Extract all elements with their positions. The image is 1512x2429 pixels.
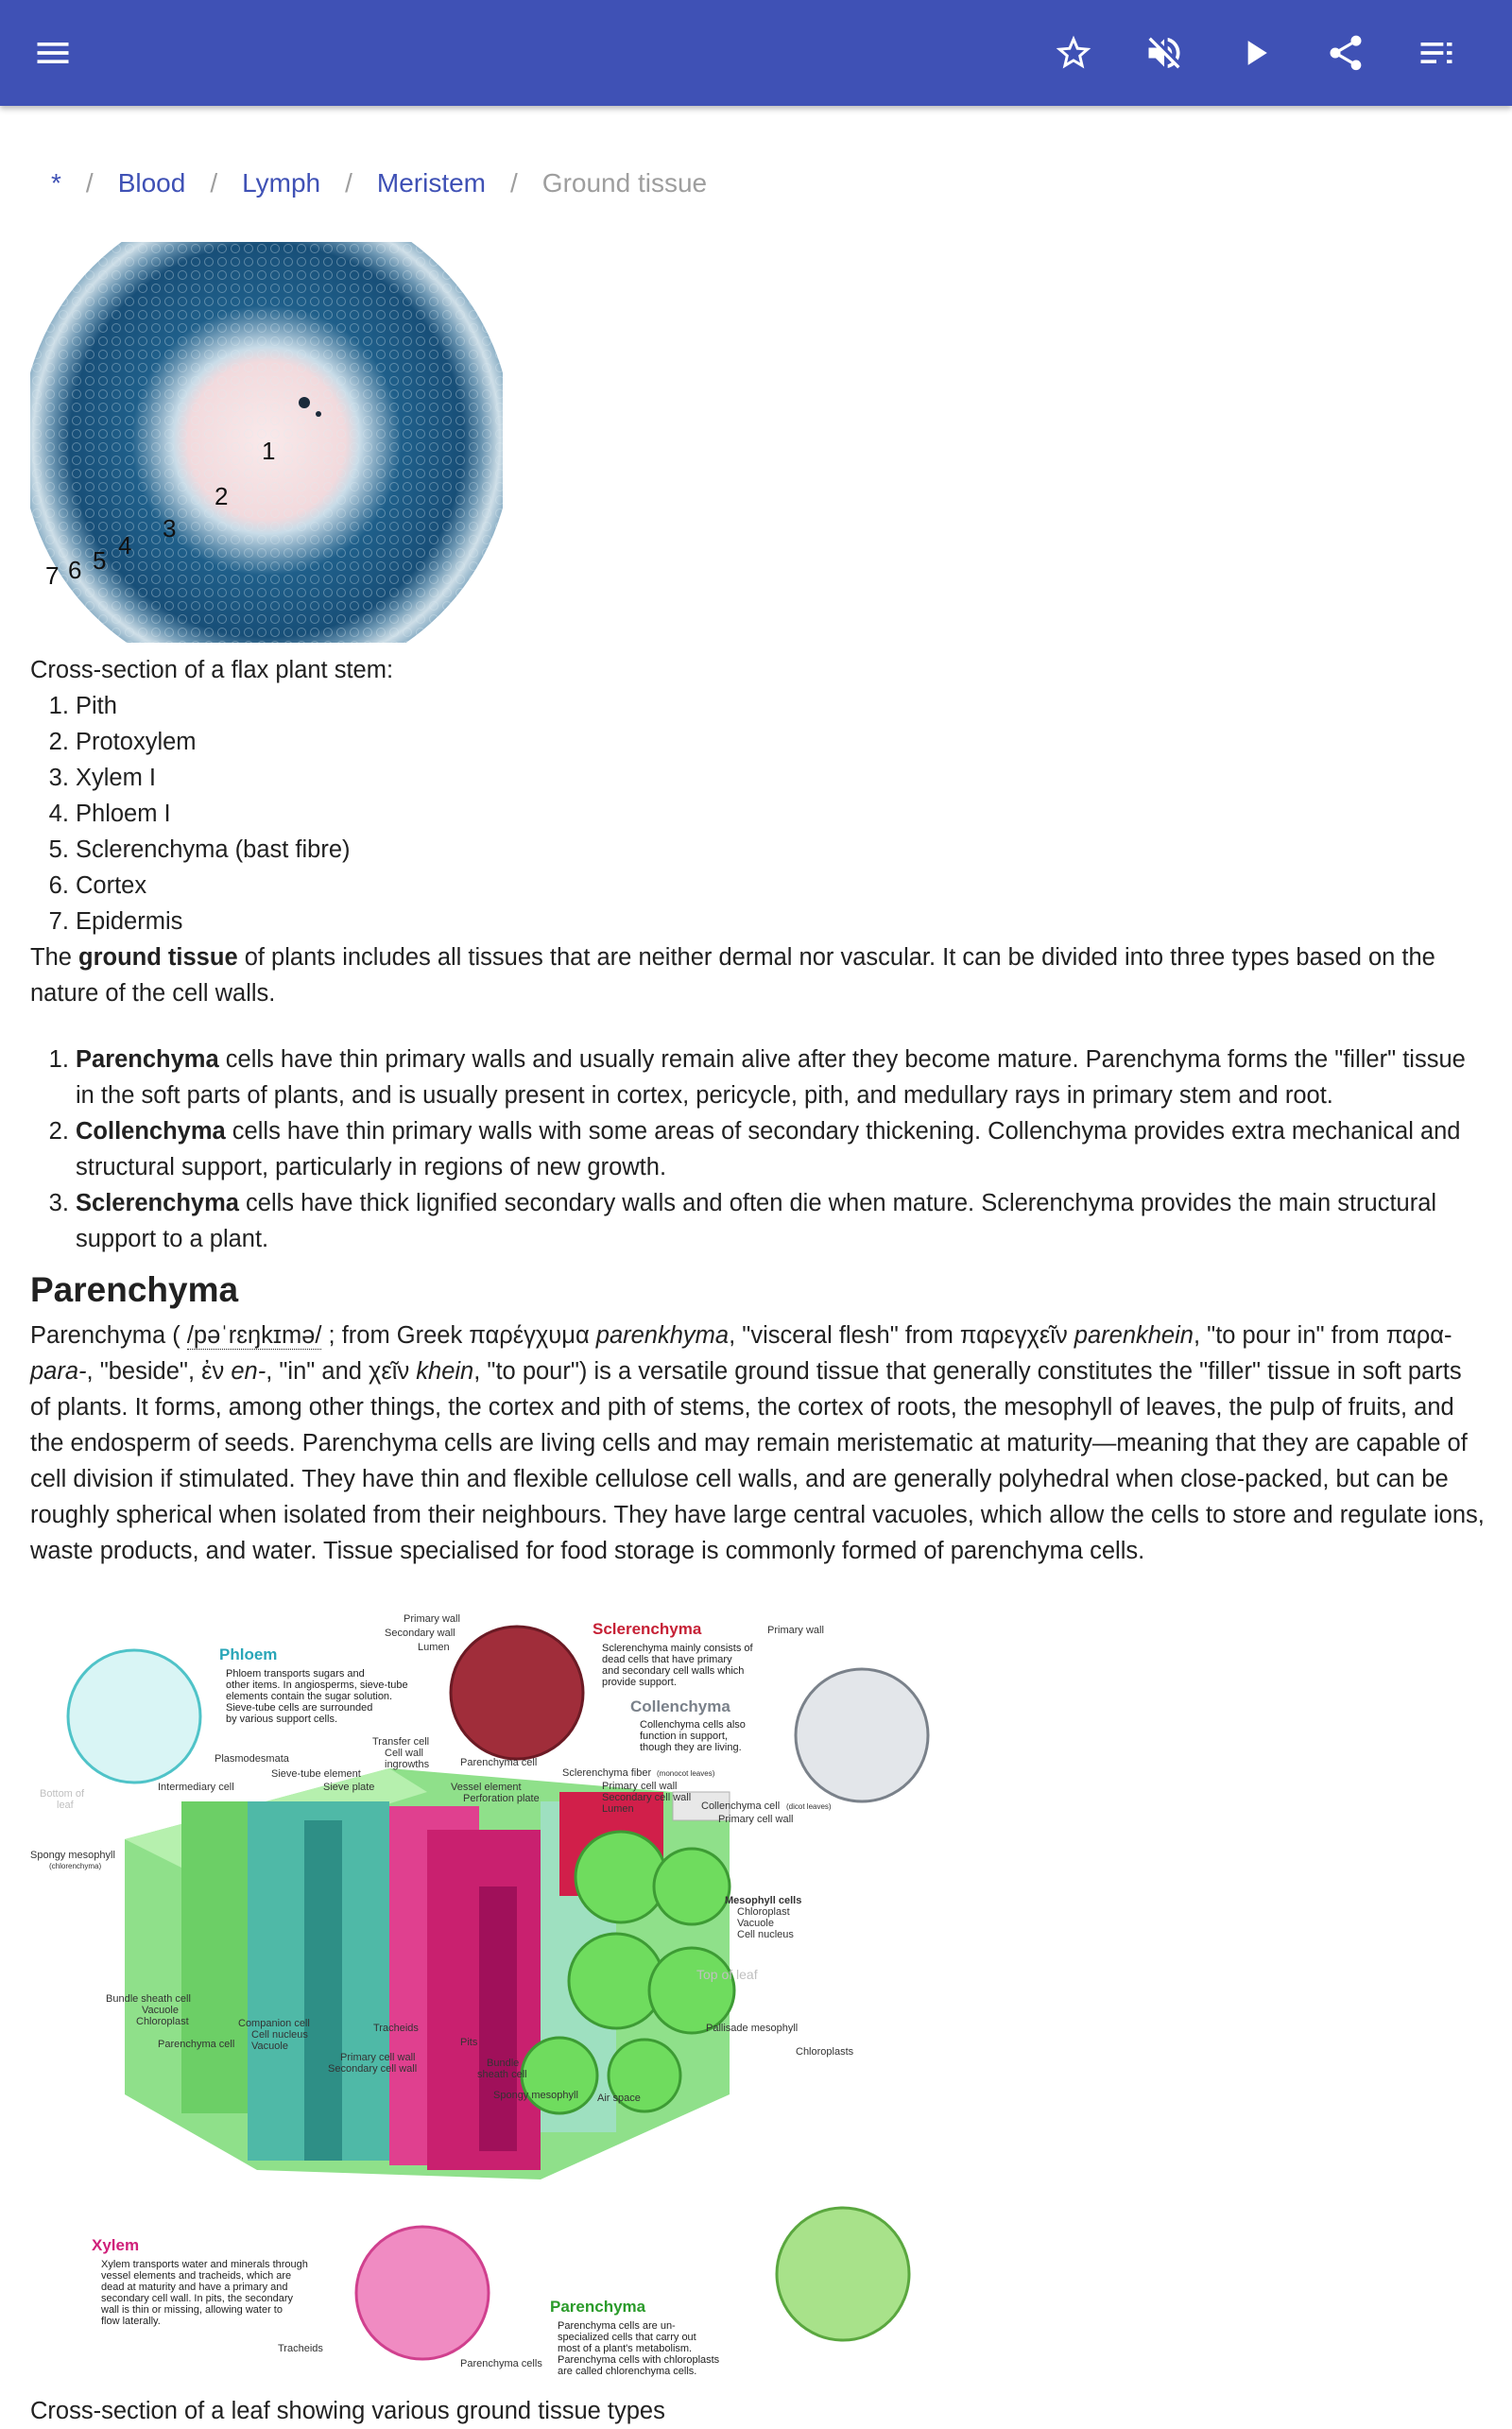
diagram-label: Perforation plate — [463, 1793, 540, 1804]
parenchyma-desc: Parenchyma cells are un- — [558, 2320, 676, 2332]
para-text: , "in" and χεῖν — [266, 1358, 417, 1385]
stem-parts-list — [30, 688, 1486, 939]
diagram-label: Pallisade mesophyll — [706, 2023, 799, 2034]
app-bar — [0, 0, 1512, 106]
diagram-label: Bundle — [487, 2058, 520, 2069]
para-text: , "to pour") is a versatile ground tissue that generally constitutes the "filler" tissue in soft parts of plants. It forms, among other things, the cortex and pith of stems, the cortex of roots, the mesophyll of leaves, the pulp of fruits, and the endosperm of seeds. Parenchyma cells are living cells and may remain meristematic at maturity—meaning that they are capable of cell division if stimulated. They have thin and flexible cellulose cell walls, and are generally polyhedral when close-packed, but can be roughly spherical when isolated from their neighbours. They have large central vacuoles, which allow the cells to store and regulate ions, waste products, and water. Tissue specialised for food storage is commonly formed of parenchyma cells. — [30, 1358, 1485, 1564]
play-icon — [1234, 32, 1276, 74]
parenchyma-paragraph — [30, 1318, 1486, 1569]
diagram-label: Lumen — [602, 1803, 634, 1815]
diagram-label: Secondary cell wall — [328, 2063, 418, 2075]
diagram-label: Primary wall — [767, 1625, 824, 1636]
stem-label-6: 6 — [68, 556, 82, 584]
para-italic: para- — [30, 1358, 87, 1385]
collenchyma-desc: function in support, — [640, 1731, 728, 1742]
xylem-desc: Xylem transports water and minerals through — [101, 2259, 308, 2270]
collenchyma-desc: Collenchyma cells also — [640, 1719, 746, 1731]
type-name: Sclerenchyma — [76, 1190, 239, 1216]
diagram-label: leaf — [57, 1800, 74, 1811]
diagram-label: Vessel element — [451, 1782, 522, 1793]
stem-label-1: 1 — [262, 437, 276, 465]
type-text: cells have thick lignified secondary walls and often die when mature. Sclerenchyma provides the main structural support to a plant. — [76, 1190, 1437, 1252]
para-italic: parenkhyma — [595, 1322, 730, 1349]
share-icon — [1325, 32, 1366, 74]
breadcrumb-separator: / — [510, 168, 518, 198]
collenchyma-desc: though they are living. — [640, 1742, 742, 1753]
diagram-label: Air space — [597, 2093, 641, 2104]
phloem-desc: other items. In angiosperms, sieve-tube — [226, 1680, 408, 1691]
breadcrumb-blood[interactable]: Blood — [117, 168, 186, 198]
para-text: ; from Greek παρέγχυμα — [321, 1322, 596, 1349]
breadcrumb — [51, 168, 707, 198]
list-item: 1. Pith — [76, 688, 1486, 724]
diagram-label: Pits — [460, 2037, 478, 2048]
sclerenchyma-title: Sclerenchyma — [593, 1620, 702, 1638]
diagram-label: Cell nucleus — [251, 2029, 308, 2041]
playlist-icon — [1416, 32, 1457, 74]
parenchyma-title: Parenchyma — [550, 2298, 646, 2316]
sclerenchyma-desc: and secondary cell walls which — [602, 1665, 745, 1677]
diagram-label: Plasmodesmata — [215, 1753, 289, 1765]
diagram-label: Primary cell wall — [602, 1781, 678, 1792]
phloem-title: Phloem — [219, 1645, 278, 1663]
diagram-label: Spongy mesophyll — [493, 2090, 578, 2101]
ipa-pronunciation[interactable]: /pəˈrɛŋkɪmə/ — [186, 1322, 322, 1349]
mute-button[interactable] — [1134, 23, 1194, 83]
play-button[interactable] — [1225, 23, 1285, 83]
list-item: 5. Sclerenchyma (bast fibre) — [76, 832, 1486, 868]
diagram-label: Secondary wall — [385, 1628, 455, 1639]
list-item: 2. Protoxylem — [76, 724, 1486, 760]
diagram-label: Parenchyma cell — [460, 1757, 538, 1768]
para-text: , "to pour in" from παρα- — [1193, 1322, 1452, 1349]
diagram-label: Vacuole — [142, 2005, 179, 2016]
diagram-label: Top of leaf — [696, 1967, 758, 1982]
para-text: , "visceral flesh" from παρεγχεῖν — [729, 1322, 1074, 1349]
diagram-label: Parenchyma cell — [158, 2039, 235, 2050]
diagram-label: Lumen — [418, 1642, 450, 1653]
volume-off-icon — [1143, 32, 1185, 74]
section-heading: Parenchyma — [30, 1270, 239, 1309]
parenchyma-desc: Parenchyma cells with chloroplasts — [558, 2354, 720, 2366]
diagram-label: Chloroplasts — [796, 2046, 854, 2058]
diagram-label: Parenchyma cells — [460, 2358, 542, 2369]
breadcrumb-separator: / — [210, 168, 218, 198]
diagram-label: Bottom of — [40, 1788, 85, 1800]
diagram-label: (dicot leaves) — [786, 1802, 832, 1811]
intro-text: The — [30, 944, 79, 971]
list-item — [76, 1113, 1486, 1185]
stem-label-5: 5 — [93, 546, 107, 575]
favorite-button[interactable] — [1043, 23, 1104, 83]
menu-button[interactable] — [23, 23, 83, 83]
diagram-label: Chloroplast — [737, 1906, 790, 1918]
diagram-label: Intermediary cell — [158, 1782, 234, 1793]
playlist-button[interactable] — [1406, 23, 1467, 83]
para-text: Parenchyma ( — [30, 1322, 187, 1349]
intro-bold: ground tissue — [78, 944, 238, 971]
xylem-desc: flow laterally. — [101, 2316, 161, 2327]
diagram-label: Bundle sheath cell — [106, 1993, 191, 2005]
type-text: cells have thin primary walls with some areas of secondary thickening. Collenchyma provides extra mechanical and structural support, particularly in regions of new growth. — [76, 1118, 1461, 1180]
stem-label-7: 7 — [45, 561, 60, 590]
parenchyma-desc: most of a plant's metabolism. — [558, 2343, 693, 2354]
diagram-label: Companion cell — [238, 2018, 310, 2029]
phloem-desc: by various support cells. — [226, 1714, 337, 1725]
intro-paragraph — [30, 939, 1486, 1011]
figure2-caption: Cross-section of a leaf showing various ground tissue types — [30, 2398, 665, 2424]
intro-text: of plants includes all tissues that are neither dermal nor vascular. It can be divided into three types based on the nature of the cell walls. — [30, 944, 1435, 1007]
xylem-title: Xylem — [92, 2236, 140, 2254]
diagram-label: Chloroplast — [136, 2016, 189, 2027]
type-name: Collenchyma — [76, 1118, 226, 1145]
diagram-label: Vacuole — [251, 2041, 288, 2052]
diagram-label: Tracheids — [373, 2023, 419, 2034]
diagram-label: sheath cell — [477, 2069, 527, 2080]
star-outline-icon — [1053, 32, 1094, 74]
diagram-label: Sclerenchyma fiber — [562, 1767, 652, 1779]
diagram-label: Collenchyma cell — [701, 1800, 781, 1812]
tissue-types-list — [30, 1042, 1486, 1257]
type-text: cells have thin primary walls and usually remain alive after they become mature. Parenchyma forms the "filler" tissue in the soft parts of plants, and is usually present in cortex, pericycle, pith, and medullary rays in primary stem and root. — [76, 1046, 1466, 1109]
phloem-desc: elements contain the sugar solution. — [226, 1691, 393, 1702]
sclerenchyma-desc: Sclerenchyma mainly consists of — [602, 1643, 753, 1654]
list-item: 7. Epidermis — [76, 904, 1486, 939]
list-item — [76, 1042, 1486, 1113]
parenchyma-desc: are called chlorenchyma cells. — [558, 2366, 697, 2377]
breadcrumb-separator: / — [85, 168, 94, 198]
xylem-desc: wall is thin or missing, allowing water to — [101, 2304, 283, 2316]
para-italic: parenkhein — [1074, 1322, 1194, 1349]
share-button[interactable] — [1315, 23, 1376, 83]
leaf-tissue-diagram[interactable] — [30, 1603, 1164, 2387]
figure-caption: Cross-section of a flax plant stem: — [30, 657, 394, 683]
sclerenchyma-desc: dead cells that have primary — [602, 1654, 732, 1665]
stem-label-2: 2 — [215, 482, 229, 510]
type-name: Parenchyma — [76, 1046, 219, 1073]
diagram-label: Primary wall — [404, 1613, 460, 1625]
parenchyma-desc: specialized cells that carry out — [558, 2332, 696, 2343]
breadcrumb-current: Ground tissue — [541, 168, 708, 198]
para-italic: khein — [416, 1358, 474, 1385]
para-italic: en- — [231, 1358, 266, 1385]
diagram-label: Cell wall — [385, 1748, 423, 1759]
phloem-desc: Phloem transports sugars and — [226, 1668, 365, 1680]
phloem-desc: Sieve-tube cells are surrounded — [226, 1702, 373, 1714]
list-item — [76, 1185, 1486, 1257]
diagram-label: (chlorenchyma) — [49, 1862, 102, 1870]
article-content — [30, 242, 1486, 2429]
diagram-label: ingrowths — [385, 1759, 430, 1770]
stem-label-4: 4 — [118, 531, 132, 560]
diagram-label: Primary cell wall — [340, 2052, 416, 2063]
diagram-label: Secondary cell wall — [602, 1792, 692, 1803]
flax-stem-image[interactable] — [30, 242, 503, 643]
list-item: 4. Phloem I — [76, 796, 1486, 832]
para-text: , "beside", ἐν — [86, 1358, 232, 1385]
breadcrumb-lymph[interactable]: Lymph — [242, 168, 321, 198]
sclerenchyma-desc: provide support. — [602, 1677, 677, 1688]
diagram-label: Mesophyll cells — [725, 1895, 802, 1906]
diagram-label: Sieve-tube element — [271, 1768, 361, 1780]
xylem-desc: vessel elements and tracheids, which are — [101, 2270, 292, 2282]
list-item: 6. Cortex — [76, 868, 1486, 904]
diagram-label: Cell nucleus — [737, 1929, 794, 1940]
diagram-label: Vacuole — [737, 1918, 774, 1929]
breadcrumb-home[interactable]: * — [51, 168, 61, 198]
diagram-label: Transfer cell — [372, 1736, 430, 1748]
diagram-label: (monocot leaves) — [657, 1769, 715, 1778]
xylem-desc: secondary cell wall. In pits, the secondary — [101, 2293, 293, 2304]
diagram-label: Sieve plate — [323, 1782, 375, 1793]
xylem-desc: dead at maturity and have a primary and — [101, 2282, 288, 2293]
breadcrumb-separator: / — [345, 168, 352, 198]
menu-icon — [32, 32, 74, 74]
collenchyma-title: Collenchyma — [630, 1697, 730, 1715]
diagram-label: Spongy mesophyll — [30, 1850, 115, 1861]
diagram-label: Tracheids — [278, 2343, 323, 2354]
breadcrumb-meristem[interactable]: Meristem — [376, 168, 487, 198]
diagram-label: Primary cell wall — [718, 1814, 794, 1825]
list-item: 3. Xylem I — [76, 760, 1486, 796]
stem-label-3: 3 — [163, 514, 177, 543]
